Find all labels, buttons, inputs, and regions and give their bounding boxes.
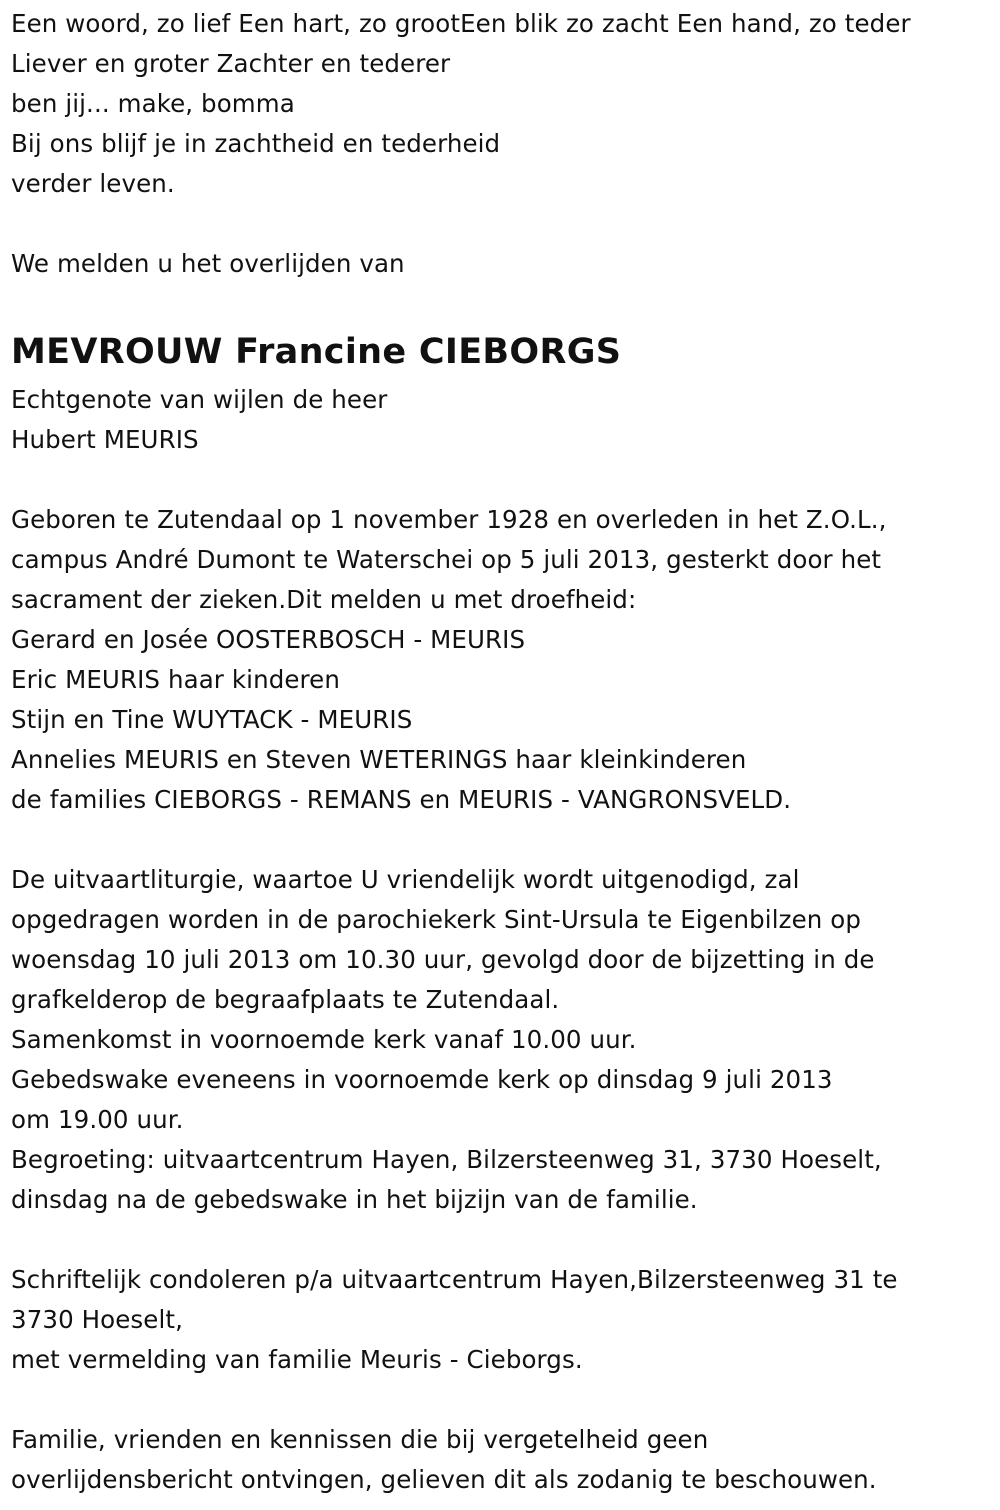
ceremony-line: dinsdag na de gebedswake in het bijzijn van de familie. [11, 1185, 698, 1214]
paragraph-gap [11, 1220, 996, 1260]
family-line: Eric MEURIS haar kinderen [11, 665, 340, 694]
condolences-line: 3730 Hoeselt, [11, 1305, 183, 1334]
ceremony-line: om 19.00 uur. [11, 1105, 184, 1134]
ceremony-line: De uitvaartliturgie, waartoe U vriendelijk wordt uitgenodigd, zal [11, 865, 800, 894]
ceremony-line: opgedragen worden in de parochiekerk Sint-Ursula te Eigenbilzen op [11, 905, 861, 934]
family-line: de families CIEBORGS - REMANS en MEURIS - VANGRONSVELD. [11, 785, 792, 814]
paragraph-gap [11, 1380, 996, 1420]
poem [11, 4, 996, 204]
ceremony-line: woensdag 10 juli 2013 om 10.30 uur, gevolgd door de bijzetting in de [11, 945, 875, 974]
obituary-notice [11, 4, 996, 1500]
condolences-line: met vermelding van familie Meuris - Cieborgs. [11, 1345, 583, 1374]
deceased-name: MEVROUW Francine CIEBORGS [11, 332, 622, 372]
family-line: Gerard en Josée OOSTERBOSCH - MEURIS [11, 625, 526, 654]
paragraph-gap [11, 460, 996, 500]
condolences-info [11, 1260, 996, 1380]
poem-line: verder leven. [11, 169, 175, 198]
poem-line: ben jij... make, bomma [11, 89, 295, 118]
details-line: sacrament der zieken.Dit melden u met droefheid: [11, 585, 637, 614]
birth-death-and-family [11, 500, 996, 820]
paragraph-gap [11, 204, 996, 244]
family-line: Annelies MEURIS en Steven WETERINGS haar kleinkinderen [11, 745, 747, 774]
announcement-intro: We melden u het overlijden van [11, 249, 405, 278]
details-line: Geboren te Zutendaal op 1 november 1928 en overleden in het Z.O.L., [11, 505, 887, 534]
poem-line: Liever en groter Zachter en tederer [11, 49, 451, 78]
poem-line: Een woord, zo lief Een hart, zo grootEen blik zo zacht Een hand, zo teder [11, 9, 911, 38]
ceremony-info [11, 860, 996, 1220]
spouse-line: Echtgenote van wijlen de heer [11, 385, 388, 414]
family-line: Stijn en Tine WUYTACK - MEURIS [11, 705, 413, 734]
poem-line: Bij ons blijf je in zachtheid en tederheid [11, 129, 501, 158]
closing-note [11, 1420, 996, 1500]
closing-line: Familie, vrienden en kennissen die bij vergetelheid geen [11, 1425, 709, 1454]
ceremony-line: grafkelderop de begraafplaats te Zutendaal. [11, 985, 560, 1014]
paragraph-gap [11, 820, 996, 860]
spouse-line: Hubert MEURIS [11, 425, 199, 454]
spouse-info [11, 380, 996, 460]
paragraph-gap [11, 284, 996, 324]
ceremony-line: Samenkomst in voornoemde kerk vanaf 10.00 uur. [11, 1025, 637, 1054]
details-line: campus André Dumont te Waterschei op 5 juli 2013, gesterkt door het [11, 545, 882, 574]
condolences-line: Schriftelijk condoleren p/a uitvaartcentrum Hayen,Bilzersteenweg 31 te [11, 1265, 898, 1294]
closing-line: overlijdensbericht ontvingen, gelieven dit als zodanig te beschouwen. [11, 1465, 877, 1494]
ceremony-line: Gebedswake eveneens in voornoemde kerk op dinsdag 9 juli 2013 [11, 1065, 833, 1094]
ceremony-line: Begroeting: uitvaartcentrum Hayen, Bilzersteenweg 31, 3730 Hoeselt, [11, 1145, 882, 1174]
